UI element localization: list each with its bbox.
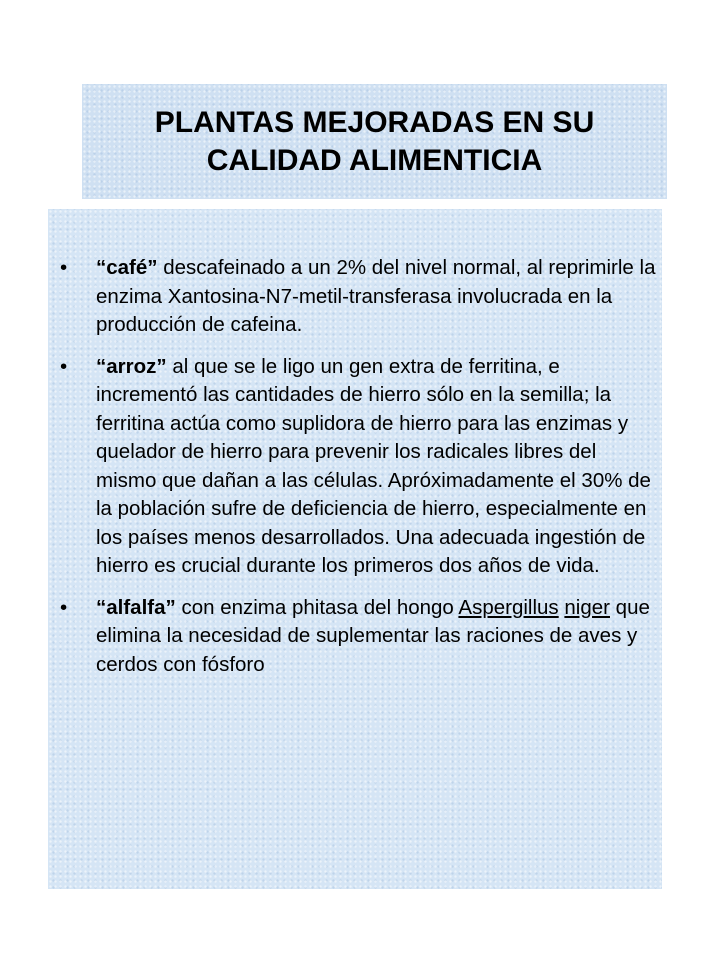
- bullet-icon: •: [60, 354, 68, 378]
- description-alfalfa-part-2: que elimina la necesidad de suplementar las raciones de aves y cerdos con fósforo: [96, 595, 650, 676]
- slide-title-line-1: PLANTAS MEJORADAS EN SU: [154, 105, 595, 139]
- bullet-icon: •: [60, 256, 68, 279]
- title-box: [82, 84, 667, 199]
- term-arroz: “arroz”: [96, 354, 167, 378]
- slide-title: [82, 104, 667, 180]
- term-alfalfa: “alfalfa”: [96, 595, 176, 619]
- bullet-item-alfalfa: [60, 594, 660, 680]
- slide-title-line-2: CALIDAD ALIMENTICIA: [206, 143, 543, 177]
- term-cafe: “café”: [96, 256, 158, 279]
- description-alfalfa-part-1: con enzima phitasa del hongo: [175, 595, 459, 619]
- description-arroz: al que se le ligo un gen extra de ferritina, e incrementó las cantidades de hierro sólo en la semilla; la ferritina actúa como suplidora de hierro para las enzimas y quelador de hierro para prevenir los radicales libres del mismo que dañan a las células. Apróximadamente el 30% de la población sufre de deficiencia de hierro, especialmente en los países menos desarrollados. Una adecuada ingestión de hierro es crucial durante los primeros dos años de vida.: [96, 354, 651, 577]
- description-cafe: descafeinado a un 2% del nivel normal, al reprimirle la enzima Xantosina-N7-metil-transferasa involucrada en la producción de cafeina.: [96, 256, 656, 336]
- content-box: [48, 209, 662, 889]
- genus-aspergillus: Aspergillus: [458, 595, 559, 619]
- bullet-icon: •: [60, 595, 68, 619]
- bullet-item-arroz: [60, 353, 660, 581]
- bullet-item-cafe: [60, 254, 660, 340]
- species-niger: niger: [564, 595, 610, 619]
- bullet-list: [60, 254, 660, 692]
